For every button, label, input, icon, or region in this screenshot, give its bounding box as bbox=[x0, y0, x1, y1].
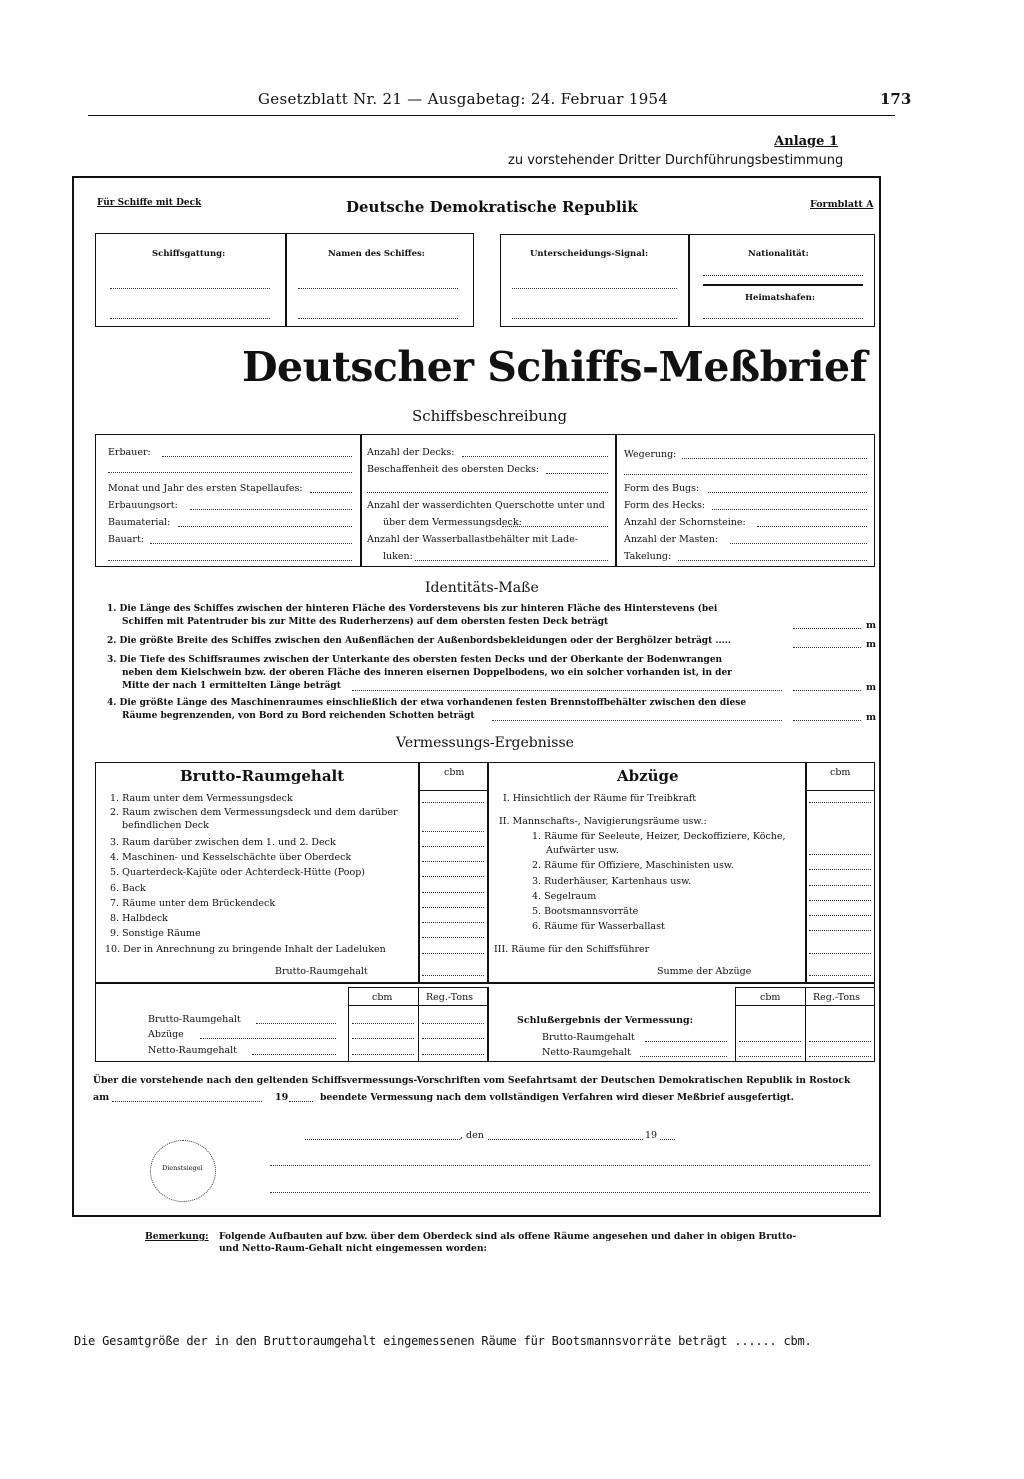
summary-net: Netto-Raumgehalt bbox=[148, 1045, 238, 1056]
desc-bulkheads: Anzahl der wasserdichten Querschotte unter und bbox=[367, 500, 605, 511]
place-den: , den bbox=[460, 1130, 484, 1141]
deduct-item-3: 1. Räume für Seeleute, Heizer, Deckoffiziere, Köche, bbox=[532, 831, 786, 842]
main-title: Deutscher Schiffs-Meßbrief bbox=[242, 343, 867, 391]
statement-am: am bbox=[93, 1092, 110, 1103]
final-result-title: Schlußergebnis der Vermessung: bbox=[517, 1015, 694, 1026]
ship-type-input[interactable] bbox=[110, 288, 270, 289]
desc-bow: Form des Bugs: bbox=[624, 483, 700, 494]
desc-launch: Monat und Jahr des ersten Stapellaufes: bbox=[108, 483, 303, 494]
header-title: Gesetzblatt Nr. 21 — Ausgabetag: 24. Februar 1954 bbox=[258, 90, 669, 108]
desc-ballast: Anzahl der Wasserballastbehälter mit Lade- bbox=[367, 534, 579, 545]
gross-item-2: 2. Raum zwischen dem Vermessungsdeck und dem darüber bbox=[110, 807, 398, 818]
identity-3-line-1: 3. Die Tiefe des Schiffsraumes zwischen der Unterkante des obersten festen Decks und der Oberkante der Bodenwrangen bbox=[107, 655, 723, 665]
signature-line-1[interactable] bbox=[270, 1165, 870, 1166]
deduct-item-2: II. Mannschafts-, Navigierungsräume usw.: bbox=[499, 816, 707, 827]
gross-item-5: 5. Quarterdeck-Kajüte oder Achterdeck-Hütte (Poop) bbox=[110, 867, 365, 878]
desc-material: Baumaterial: bbox=[108, 517, 171, 528]
statement-line-2: beendete Vermessung nach dem vollständigen Verfahren wird dieser Meßbrief ausgefertigt. bbox=[320, 1092, 794, 1103]
ship-name-input[interactable] bbox=[298, 288, 458, 289]
annex-label: Anlage 1 bbox=[774, 134, 838, 149]
identity-2: 2. Die größte Breite des Schiffes zwischen den Außenflächen der Außenbordsbekleidungen oder der Berghölzer beträgt ..... bbox=[107, 636, 732, 646]
nationality-input[interactable] bbox=[703, 275, 863, 276]
signal-input[interactable] bbox=[512, 288, 677, 289]
identity-4-line-2: Räume begrenzenden, von Bord zu Bord reichenden Schotten beträgt bbox=[122, 711, 475, 721]
unit-m-4: m bbox=[866, 712, 877, 723]
summary-gross: Brutto-Raumgehalt bbox=[148, 1014, 241, 1025]
statement-19: 19 bbox=[275, 1092, 289, 1103]
gross-item-3: 3. Raum darüber zwischen dem 1. und 2. Deck bbox=[110, 837, 336, 848]
deduct-total: Summe der Abzüge bbox=[657, 966, 752, 977]
remarks-line-2: und Netto-Raum-Gehalt nicht eingemessen worden: bbox=[219, 1243, 487, 1254]
gross-title: Brutto-Raumgehalt bbox=[180, 767, 345, 785]
identity-3-line-2: neben dem Kielschwein bzw. der oberen Fläche des inneren eisernen Doppelbodens, wo ein solcher vorhanden ist, in der bbox=[122, 668, 732, 678]
footer-note: Die Gesamtgröße der in den Bruttoraumgehalt eingemessenen Räume für Bootsmannsvorräte beträgt ...... cbm. bbox=[74, 1334, 812, 1348]
gross-item-10: 10. Der in Anrechnung zu bringende Inhalt der Ladeluken bbox=[105, 944, 386, 955]
desc-decks: Anzahl der Decks: bbox=[367, 447, 455, 458]
unit-m-3: m bbox=[866, 682, 877, 693]
form-id: Formblatt A bbox=[810, 199, 874, 210]
annex-subtitle: zu vorstehender Dritter Durchführungsbestimmung bbox=[508, 153, 844, 168]
description-title: Schiffsbeschreibung bbox=[412, 407, 568, 425]
republic-heading: Deutsche Demokratische Republik bbox=[346, 198, 638, 216]
home-port-input[interactable] bbox=[703, 318, 863, 319]
final-net: Netto-Raumgehalt bbox=[542, 1047, 632, 1058]
identity-3-line-3: Mitte der nach 1 ermittelten Länge beträgt bbox=[122, 681, 341, 691]
identity-title: Identitäts-Maße bbox=[425, 580, 539, 596]
results-title: Vermessungs-Ergebnisse bbox=[396, 735, 574, 751]
sum-regtons-left: Reg.-Tons bbox=[426, 992, 474, 1003]
gross-item-9: 9. Sonstige Räume bbox=[110, 928, 201, 939]
identity-1-line-2: Schiffen mit Patentruder bis zur Mitte des Ruderherzens) auf dem obersten festen Deck beträgt bbox=[122, 617, 609, 627]
place-input[interactable] bbox=[305, 1139, 460, 1140]
deduct-item-7: 5. Bootsmannsvorräte bbox=[532, 906, 639, 917]
desc-build-type: Bauart: bbox=[108, 534, 144, 545]
deduct-title: Abzüge bbox=[617, 767, 679, 785]
deduct-item-9: III. Räume für den Schiffsführer bbox=[494, 944, 650, 955]
remarks-line-1: Folgende Aufbauten auf bzw. über dem Oberdeck sind als offene Räume angesehen und daher in obigen Brutto- bbox=[219, 1231, 797, 1242]
unit-m-2: m bbox=[866, 639, 877, 650]
cbm-header-left: cbm bbox=[444, 767, 465, 778]
page-number: 173 bbox=[880, 90, 912, 108]
gross-total: Brutto-Raumgehalt bbox=[275, 966, 368, 977]
field-signal: Unterscheidungs-Signal: bbox=[530, 249, 649, 259]
desc-rigging: Takelung: bbox=[624, 551, 672, 562]
desc-builder: Erbauer: bbox=[108, 447, 151, 458]
sum-cbm-right: cbm bbox=[760, 992, 781, 1003]
ship-type-note: Für Schiffe mit Deck bbox=[97, 198, 202, 208]
sum-regtons-right: Reg.-Tons bbox=[813, 992, 861, 1003]
deduct-item-6: 4. Segelraum bbox=[532, 891, 597, 902]
gross-item-6: 6. Back bbox=[110, 883, 146, 894]
final-gross: Brutto-Raumgehalt bbox=[542, 1032, 635, 1043]
desc-stern: Form des Hecks: bbox=[624, 500, 706, 511]
gross-item-8: 8. Halbdeck bbox=[110, 913, 168, 924]
signature-line-2[interactable] bbox=[270, 1192, 870, 1193]
desc-masts: Anzahl der Masten: bbox=[624, 534, 719, 545]
date-input[interactable] bbox=[488, 1139, 643, 1140]
place-19: 19 bbox=[645, 1130, 658, 1141]
deduct-item-4: 2. Räume für Offiziere, Maschinisten usw. bbox=[532, 860, 734, 871]
deduct-item-1: I. Hinsichtlich der Räume für Treibkraft bbox=[503, 793, 697, 804]
remarks-label: Bemerkung: bbox=[145, 1231, 209, 1242]
gross-item-4: 4. Maschinen- und Kesselschächte über Oberdeck bbox=[110, 852, 352, 863]
field-home-port: Heimatshafen: bbox=[745, 293, 815, 303]
field-nationality: Nationalität: bbox=[748, 249, 809, 259]
gross-item-1: 1. Raum unter dem Vermessungsdeck bbox=[110, 793, 293, 804]
gross-item-7: 7. Räume unter dem Brückendeck bbox=[110, 898, 276, 909]
sum-cbm-left: cbm bbox=[372, 992, 393, 1003]
desc-ceiling: Wegerung: bbox=[624, 449, 677, 460]
header-rule bbox=[88, 115, 895, 116]
unit-m-1: m bbox=[866, 620, 877, 631]
deduct-item-5: 3. Ruderhäuser, Kartenhaus usw. bbox=[532, 876, 692, 887]
seal-label: Dienstsiegel bbox=[162, 1164, 203, 1172]
desc-top-deck: Beschaffenheit des obersten Decks: bbox=[367, 464, 540, 475]
cbm-header-right: cbm bbox=[830, 767, 851, 778]
summary-deductions: Abzüge bbox=[148, 1029, 184, 1040]
field-ship-name: Namen des Schiffes: bbox=[328, 249, 425, 259]
deduct-item-8: 6. Räume für Wasserballast bbox=[532, 921, 665, 932]
identity-4-line-1: 4. Die größte Länge des Maschinenraumes einschließlich der etwa vorhandenen festen Brennstoffbehälter zwischen den diese bbox=[107, 698, 747, 708]
desc-build-place: Erbauungsort: bbox=[108, 500, 178, 511]
identity-1-line-1: 1. Die Länge des Schiffes zwischen der hinteren Fläche des Vorderstevens bis zur hinteren Fläche des Hinterstevens (bei bbox=[107, 604, 718, 614]
statement-line-1: Über die vorstehende nach den geltenden Schiffsvermessungs-Vorschriften vom Seefahrtsamt der Deutschen Demokratischen Republik in Rostock bbox=[93, 1075, 851, 1086]
field-ship-type: Schiffsgattung: bbox=[152, 249, 226, 259]
desc-funnels: Anzahl der Schornsteine: bbox=[624, 517, 746, 528]
